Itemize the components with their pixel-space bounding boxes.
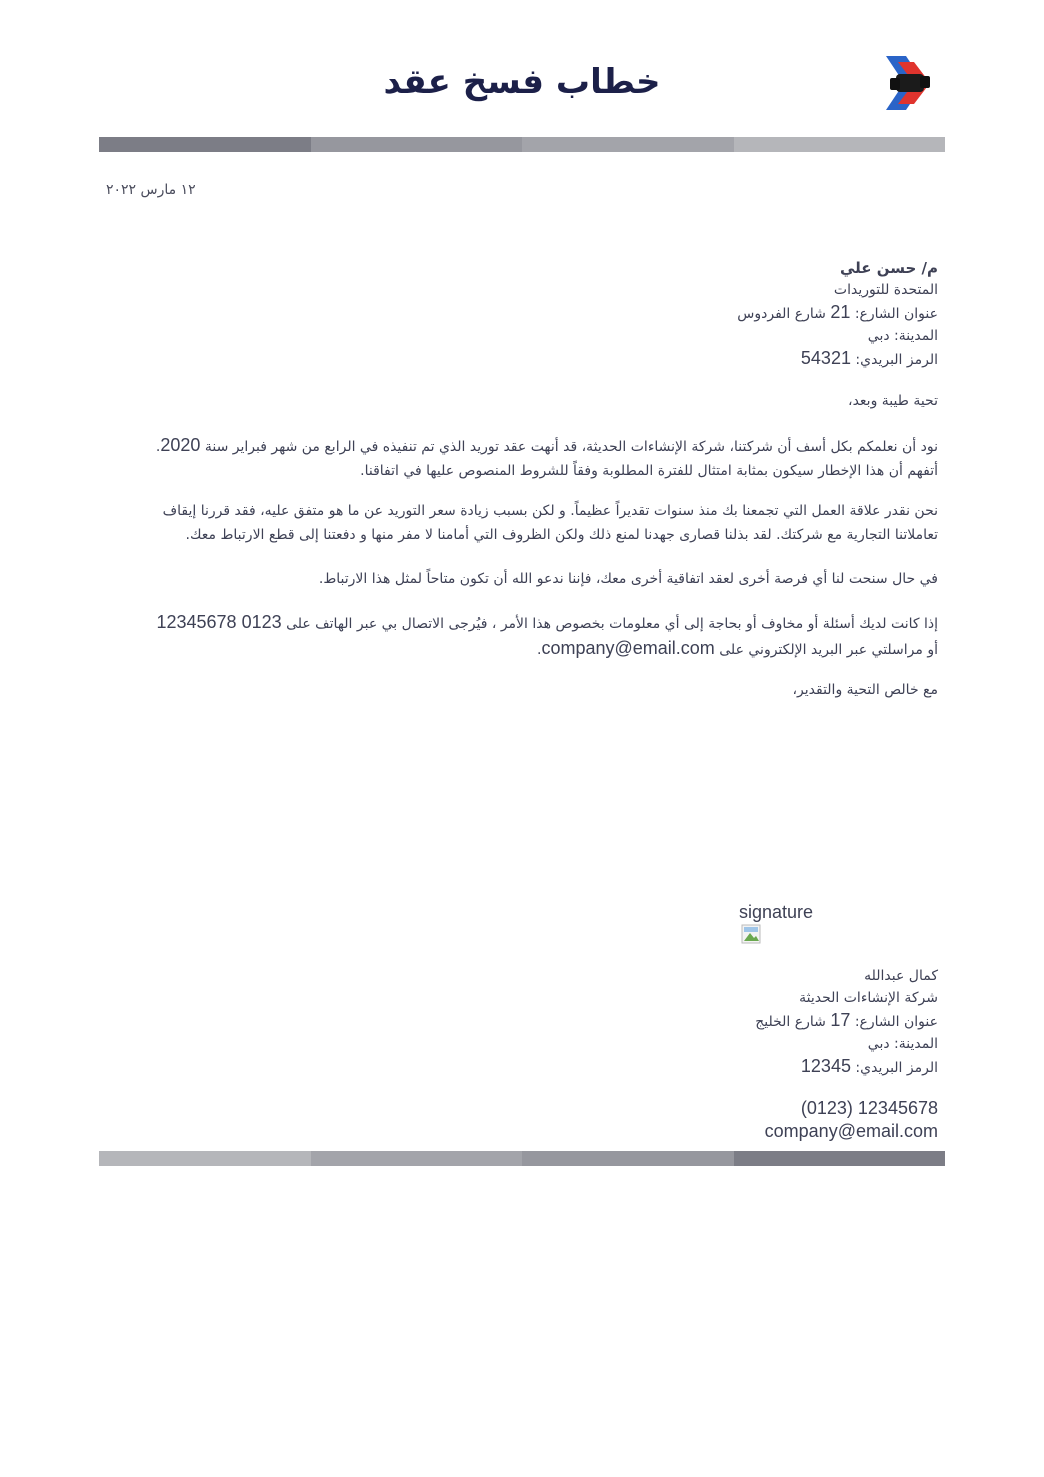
contact-phone[interactable]: (0123) 12345678 — [800, 1098, 938, 1118]
header-divider-bar — [99, 137, 945, 152]
handshake-logo-icon — [884, 54, 934, 112]
street-label: عنوان الشارع: — [854, 1014, 938, 1030]
street-number: 21 — [830, 302, 851, 322]
recipient-postal — [737, 347, 938, 371]
signature-image — [739, 901, 823, 947]
street-name: شارع الفردوس — [737, 306, 826, 322]
p4-text2: أو مراسلتي عبر البريد الإلكتروني على — [719, 642, 938, 658]
recipient-company: المتحدة للتوريدات — [833, 282, 938, 298]
p1-tail: . أتفهم أن هذا الإخطار سيكون بمثابة امتثال للفترة المطلوبة وفقاً للشروط المنصوص عليها في اتفاقنا. — [155, 439, 938, 479]
p4-text: إذا كانت لديك أسئلة أو مخاوف أو بحاجة إلى أي معلومات بخصوص هذا الأمر ، فيُرجى الاتصال بي عبر الهاتف على — [286, 616, 938, 632]
p4-email-link[interactable]: company@email.com — [541, 638, 715, 658]
page-title: خطاب فسخ عقد — [383, 62, 661, 102]
sender-company: شركة الإنشاءات الحديثة — [799, 990, 938, 1006]
sender-contact — [765, 1097, 938, 1143]
signature-alt-text: signature — [739, 902, 814, 922]
body-paragraph-4 — [120, 610, 938, 662]
recipient-city: المدينة: دبي — [867, 328, 938, 344]
street-name: شارع الخليج — [755, 1014, 826, 1030]
postal-code: 54321 — [800, 348, 851, 368]
p1-year: 2020 — [160, 435, 201, 455]
street-label: عنوان الشارع: — [854, 306, 938, 322]
company-logo — [884, 54, 934, 112]
sender-street — [755, 1009, 938, 1033]
p4-phone[interactable]: 0123 12345678 — [156, 612, 282, 632]
closing: مع خالص التحية والتقدير، — [792, 682, 938, 698]
greeting: تحية طيبة وبعد، — [848, 393, 938, 409]
sender-name: كمال عبدالله — [864, 968, 938, 984]
sender-address — [755, 965, 938, 1079]
recipient-street — [737, 301, 938, 325]
broken-image-icon — [741, 924, 761, 944]
recipient-address — [737, 257, 938, 371]
postal-label: الرمز البريدي: — [855, 352, 938, 368]
letter-date: ١٢ مارس ٢٠٢٢ — [106, 182, 196, 198]
footer-divider-bar — [99, 1151, 945, 1166]
recipient-name: م/ حسن علي — [839, 259, 938, 277]
body-paragraph-3: في حال سنحت لنا أي فرصة أخرى لعقد اتفاقية أخرى معك، فإننا ندعو الله أن تكون متاحاً لمثل هذا الارتباط. — [318, 571, 938, 587]
contact-email[interactable]: company@email.com — [764, 1121, 938, 1141]
postal-code: 12345 — [800, 1056, 851, 1076]
street-number: 17 — [830, 1010, 851, 1030]
postal-label: الرمز البريدي: — [855, 1060, 938, 1076]
body-paragraph-1 — [150, 433, 938, 483]
p4-end: . — [537, 642, 542, 658]
body-paragraph-2: نحن نقدر علاقة العمل التي تجمعنا بك منذ سنوات تقديراً عظيماً. و لكن بسبب زيادة سعر التوريد عن ما هو متفق عليه، فقد قررنا إيقاف تعاملاتنا التجارية مع شركتك. لقد بذلنا قصارى جهدنا لمنع ذلك ولكن الظروف التي أمامنا لا مفر منها و دفعتنا إلى قطع الارتباط معك. — [162, 503, 938, 543]
sender-city: المدينة: دبي — [867, 1036, 938, 1052]
p1-text: نود أن نعلمكم بكل أسف أن شركتنا، شركة الإنشاءات الحديثة، قد أنهت عقد توريد الذي تم تنفيذه في الرابع من شهر فبراير سنة — [204, 439, 938, 455]
sender-postal — [755, 1055, 938, 1079]
